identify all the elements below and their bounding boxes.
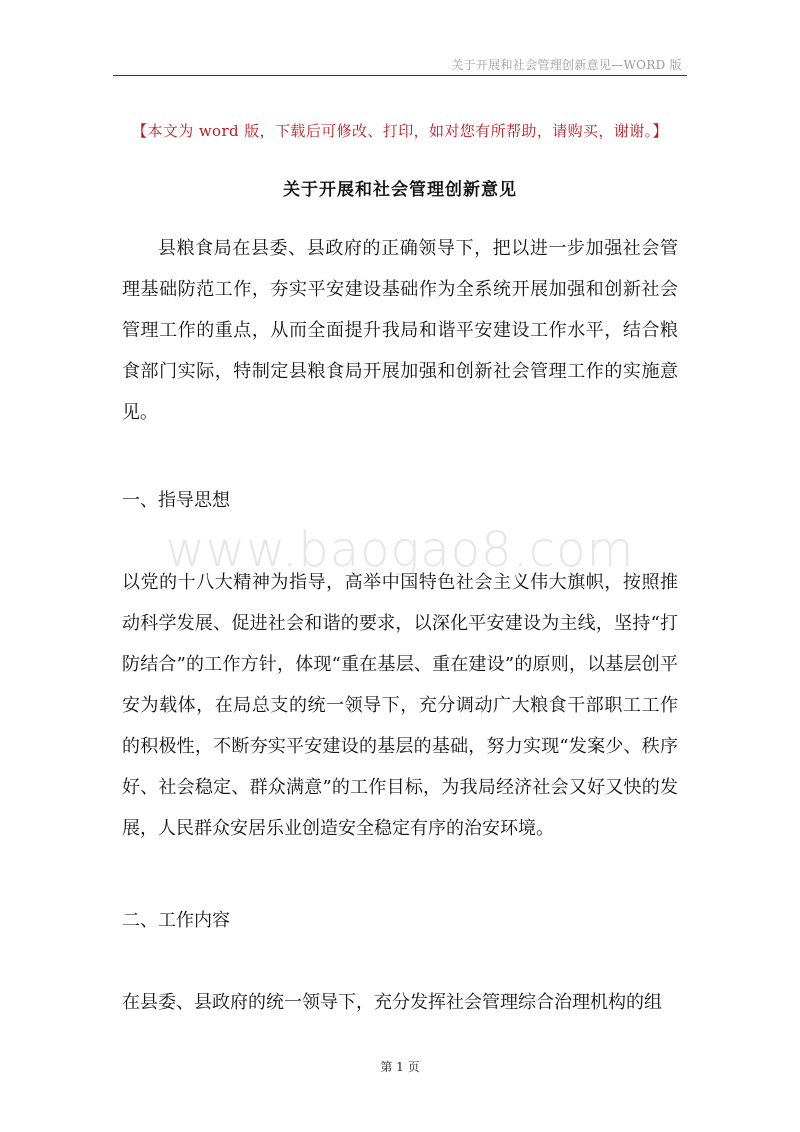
running-title: 关于开展和社会管理创新意见—WORD 版 [451, 58, 682, 72]
intro-paragraph: 县粮食局在县委、县政府的正确领导下，把以进一步加强社会管理基础防范工作，夯实平安建设基础作为全系统开展加强和创新社会管理工作的重点，从而全面提升我局和谐平安建设工作水平，结合粮食部门实际，特制定县粮食局开展加强和创新社会管理工作的实施意见。 [122, 238, 678, 423]
guiding-ideology-paragraph: 以党的十八大精神为指导，高举中国特色社会主义伟大旗帜，按照推动科学发展、促进社会和谐的要求，以深化平安建设为主线，坚持“打防结合”的工作方针，体现“重在基层、重在建设”的原则，以基层创平安为载体，在局总支的统一领导下，充分调动广大粮食干部职工工作的积极性，不断夯实平安建设的基层的基础，努力实现“发案少、秩序好、社会稳定、群众满意”的工作目标，为我局经济社会又好又快的发展，人民群众安居乐业创造安全稳定有序的治安环境。 [122, 572, 678, 839]
watermark: www.baogao8.com [165, 522, 635, 578]
section-heading-guiding-ideology: 一、指导思想 [122, 490, 230, 511]
work-content-paragraph: 在县委、县政府的统一领导下，充分发挥社会管理综合治理机构的组 [122, 992, 662, 1013]
section-heading-work-content: 二、工作内容 [122, 910, 230, 931]
page-number: 第 1 页 [380, 1060, 420, 1074]
purchase-notice: 【本文为 word 版，下载后可修改、打印，如对您有所帮助，请购买，谢谢。】 [132, 122, 668, 140]
header-divider [113, 75, 687, 76]
document-title: 关于开展和社会管理创新意见 [283, 180, 517, 200]
